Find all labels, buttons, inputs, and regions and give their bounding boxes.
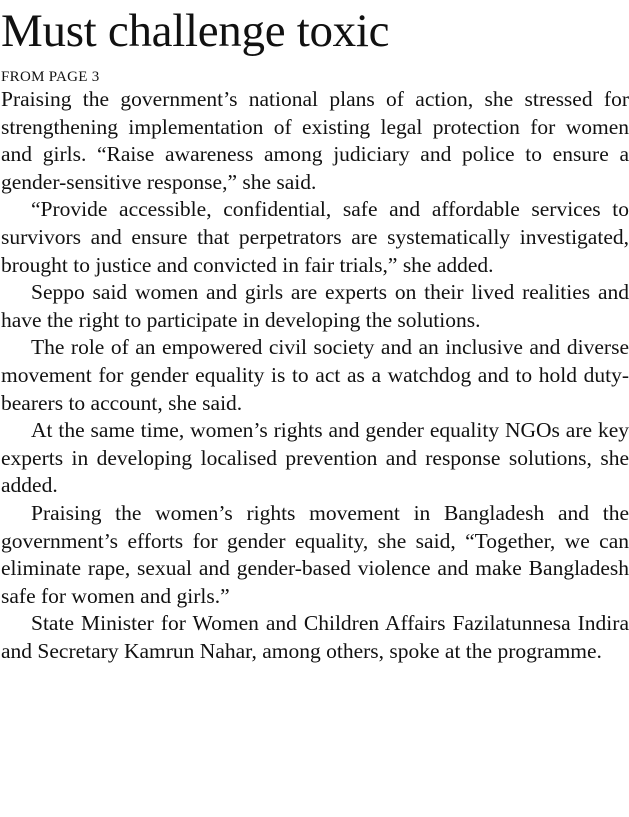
body-paragraph: Praising the government’s national plans of action, she stressed for strengthening implementation of existing legal protection for women and girls. “Raise awareness among judiciary and police to ensure a gender-sensitive response,” she said. bbox=[1, 87, 629, 194]
body-paragraph: Praising the women’s rights movement in Bangladesh and the government’s efforts for gender equality, she said, “Together, we can eliminate rape, sexual and gender-based violence and make Bangladesh safe for women and girls.” bbox=[1, 500, 629, 608]
body-paragraph: At the same time, women’s rights and gender equality NGOs are key experts in developing localised prevention and response solutions, she added. bbox=[1, 418, 629, 498]
body-paragraph: State Minister for Women and Children Affairs Fazilatunnesa Indira and Secretary Kamrun Nahar, among others, spoke at the programme. bbox=[1, 611, 629, 663]
body-paragraph: “Provide accessible, confidential, safe and affordable services to survivors and ensure that perpetrators are systematically investigated, brought to justice and convicted in fair trials,” she added. bbox=[1, 197, 629, 277]
jump-line: FROM PAGE 3 bbox=[1, 69, 100, 85]
headline: Must challenge toxic bbox=[1, 5, 390, 57]
body-paragraph: Seppo said women and girls are experts on their lived realities and have the right to participate in developing the solutions. bbox=[1, 280, 629, 332]
article-body bbox=[1, 86, 629, 665]
article-clipping bbox=[1, 0, 629, 665]
body-paragraph: The role of an empowered civil society and an inclusive and diverse movement for gender equality is to act as a watchdog and to hold duty-bearers to account, she said. bbox=[1, 335, 629, 415]
